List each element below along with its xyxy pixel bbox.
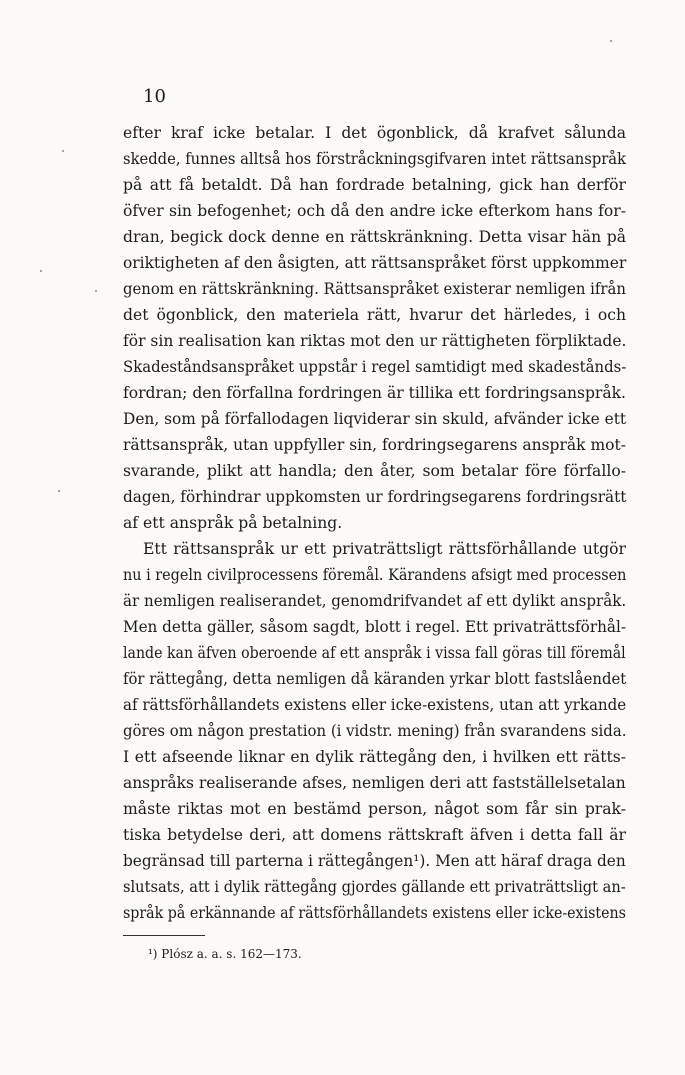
- text-line: I ett afseende liknar en dylik rättegång den, i hvilken ett rätts-: [123, 748, 626, 766]
- text-line: för sin realisation kan riktas mot den ur rättigheten förpliktade.: [123, 332, 627, 350]
- text-line: göres om någon prestation (i vidstr. mening) från svarandens sida.: [123, 722, 627, 740]
- text-line: dran, begick dock denne en rättskränkning. Detta visar hän på: [123, 228, 626, 246]
- paper-speck: [62, 150, 64, 152]
- paper-speck: [58, 490, 60, 492]
- text-line: Den, som på förfallodagen liqviderar sin skuld, afvänder icke ett: [123, 410, 627, 428]
- text-line: för rättegång, detta nemligen då käranden yrkar blott fastslåendet: [123, 670, 627, 688]
- text-line: efter kraf icke betalar. I det ögonblick, då krafvet sålunda: [123, 124, 626, 142]
- text-line: fordran; den förfallna fordringen är tillika ett fordringsanspråk.: [123, 384, 626, 402]
- text-line: öfver sin befogenhet; och då den andre icke efterkom hans for-: [123, 202, 626, 220]
- text-line: rättsanspråk, utan uppfyller sin, fordringsegarens anspråk mot-: [123, 436, 626, 454]
- text-line: slutsats, att i dylik rättegång gjordes gällande ett privaträttsligt an-: [123, 878, 626, 896]
- paper-speck: [40, 270, 42, 272]
- footnote: ¹) Plósz a. a. s. 162—173.: [148, 947, 302, 961]
- text-line: genom en rättskränkning. Rättsanspråket existerar nemligen ifrån: [123, 280, 626, 298]
- text-line: på att få betaldt. Då han fordrade betalning, gick han derför: [123, 176, 626, 194]
- text-line: svarande, plikt att handla; den åter, som betalar före förfallo-: [123, 462, 626, 480]
- text-line: det ögonblick, den materiela rätt, hvarur det härledes, i och: [123, 306, 626, 324]
- text-line: af rättsförhållandets existens eller icke-existens, utan att yrkande: [123, 696, 627, 714]
- footnote-rule: [123, 935, 205, 936]
- text-line: Men detta gäller, såsom sagdt, blott i regel. Ett privaträttsförhål-: [123, 618, 626, 636]
- text-line: Ett rättsanspråk ur ett privaträttsligt rättsförhållande utgör: [143, 540, 626, 558]
- paper-speck: [610, 40, 612, 42]
- text-line: skedde, funnes alltså hos förstråckningsgifvaren intet rättsanspråk: [123, 150, 627, 168]
- paper-speck: [95, 290, 97, 292]
- text-line: af ett anspråk på betalning.: [123, 514, 343, 532]
- text-line: tiska betydelse deri, att domens rättskraft äfven i detta fall är: [123, 826, 626, 844]
- text-line: språk på erkännande af rättsförhållandets existens eller icke-existens: [123, 904, 626, 922]
- text-line: är nemligen realiserandet, genomdrifvandet af ett dylikt anspråk.: [123, 592, 627, 610]
- text-line: nu i regeln civilprocessens föremål. Kärandens afsigt med processen: [123, 566, 627, 584]
- text-line: begränsad till parterna i rättegången¹). Men att häraf draga den: [123, 852, 626, 870]
- text-line: lande kan äfven oberoende af ett anspråk i vissa fall göras till föremål: [123, 644, 626, 662]
- text-line: Skadeståndsanspråket uppstår i regel samtidigt med skadestånds-: [123, 358, 627, 376]
- text-line: anspråks realiserande afses, nemligen deri att fastställelsetalan: [123, 774, 626, 792]
- page-number: 10: [143, 86, 166, 107]
- text-line: dagen, förhindrar uppkomsten ur fordringsegarens fordringsrätt: [123, 488, 627, 506]
- text-line: oriktigheten af den åsigten, att rättsanspråket först uppkommer: [123, 254, 627, 272]
- text-line: måste riktas mot en bestämd person, något som får sin prak-: [123, 800, 626, 818]
